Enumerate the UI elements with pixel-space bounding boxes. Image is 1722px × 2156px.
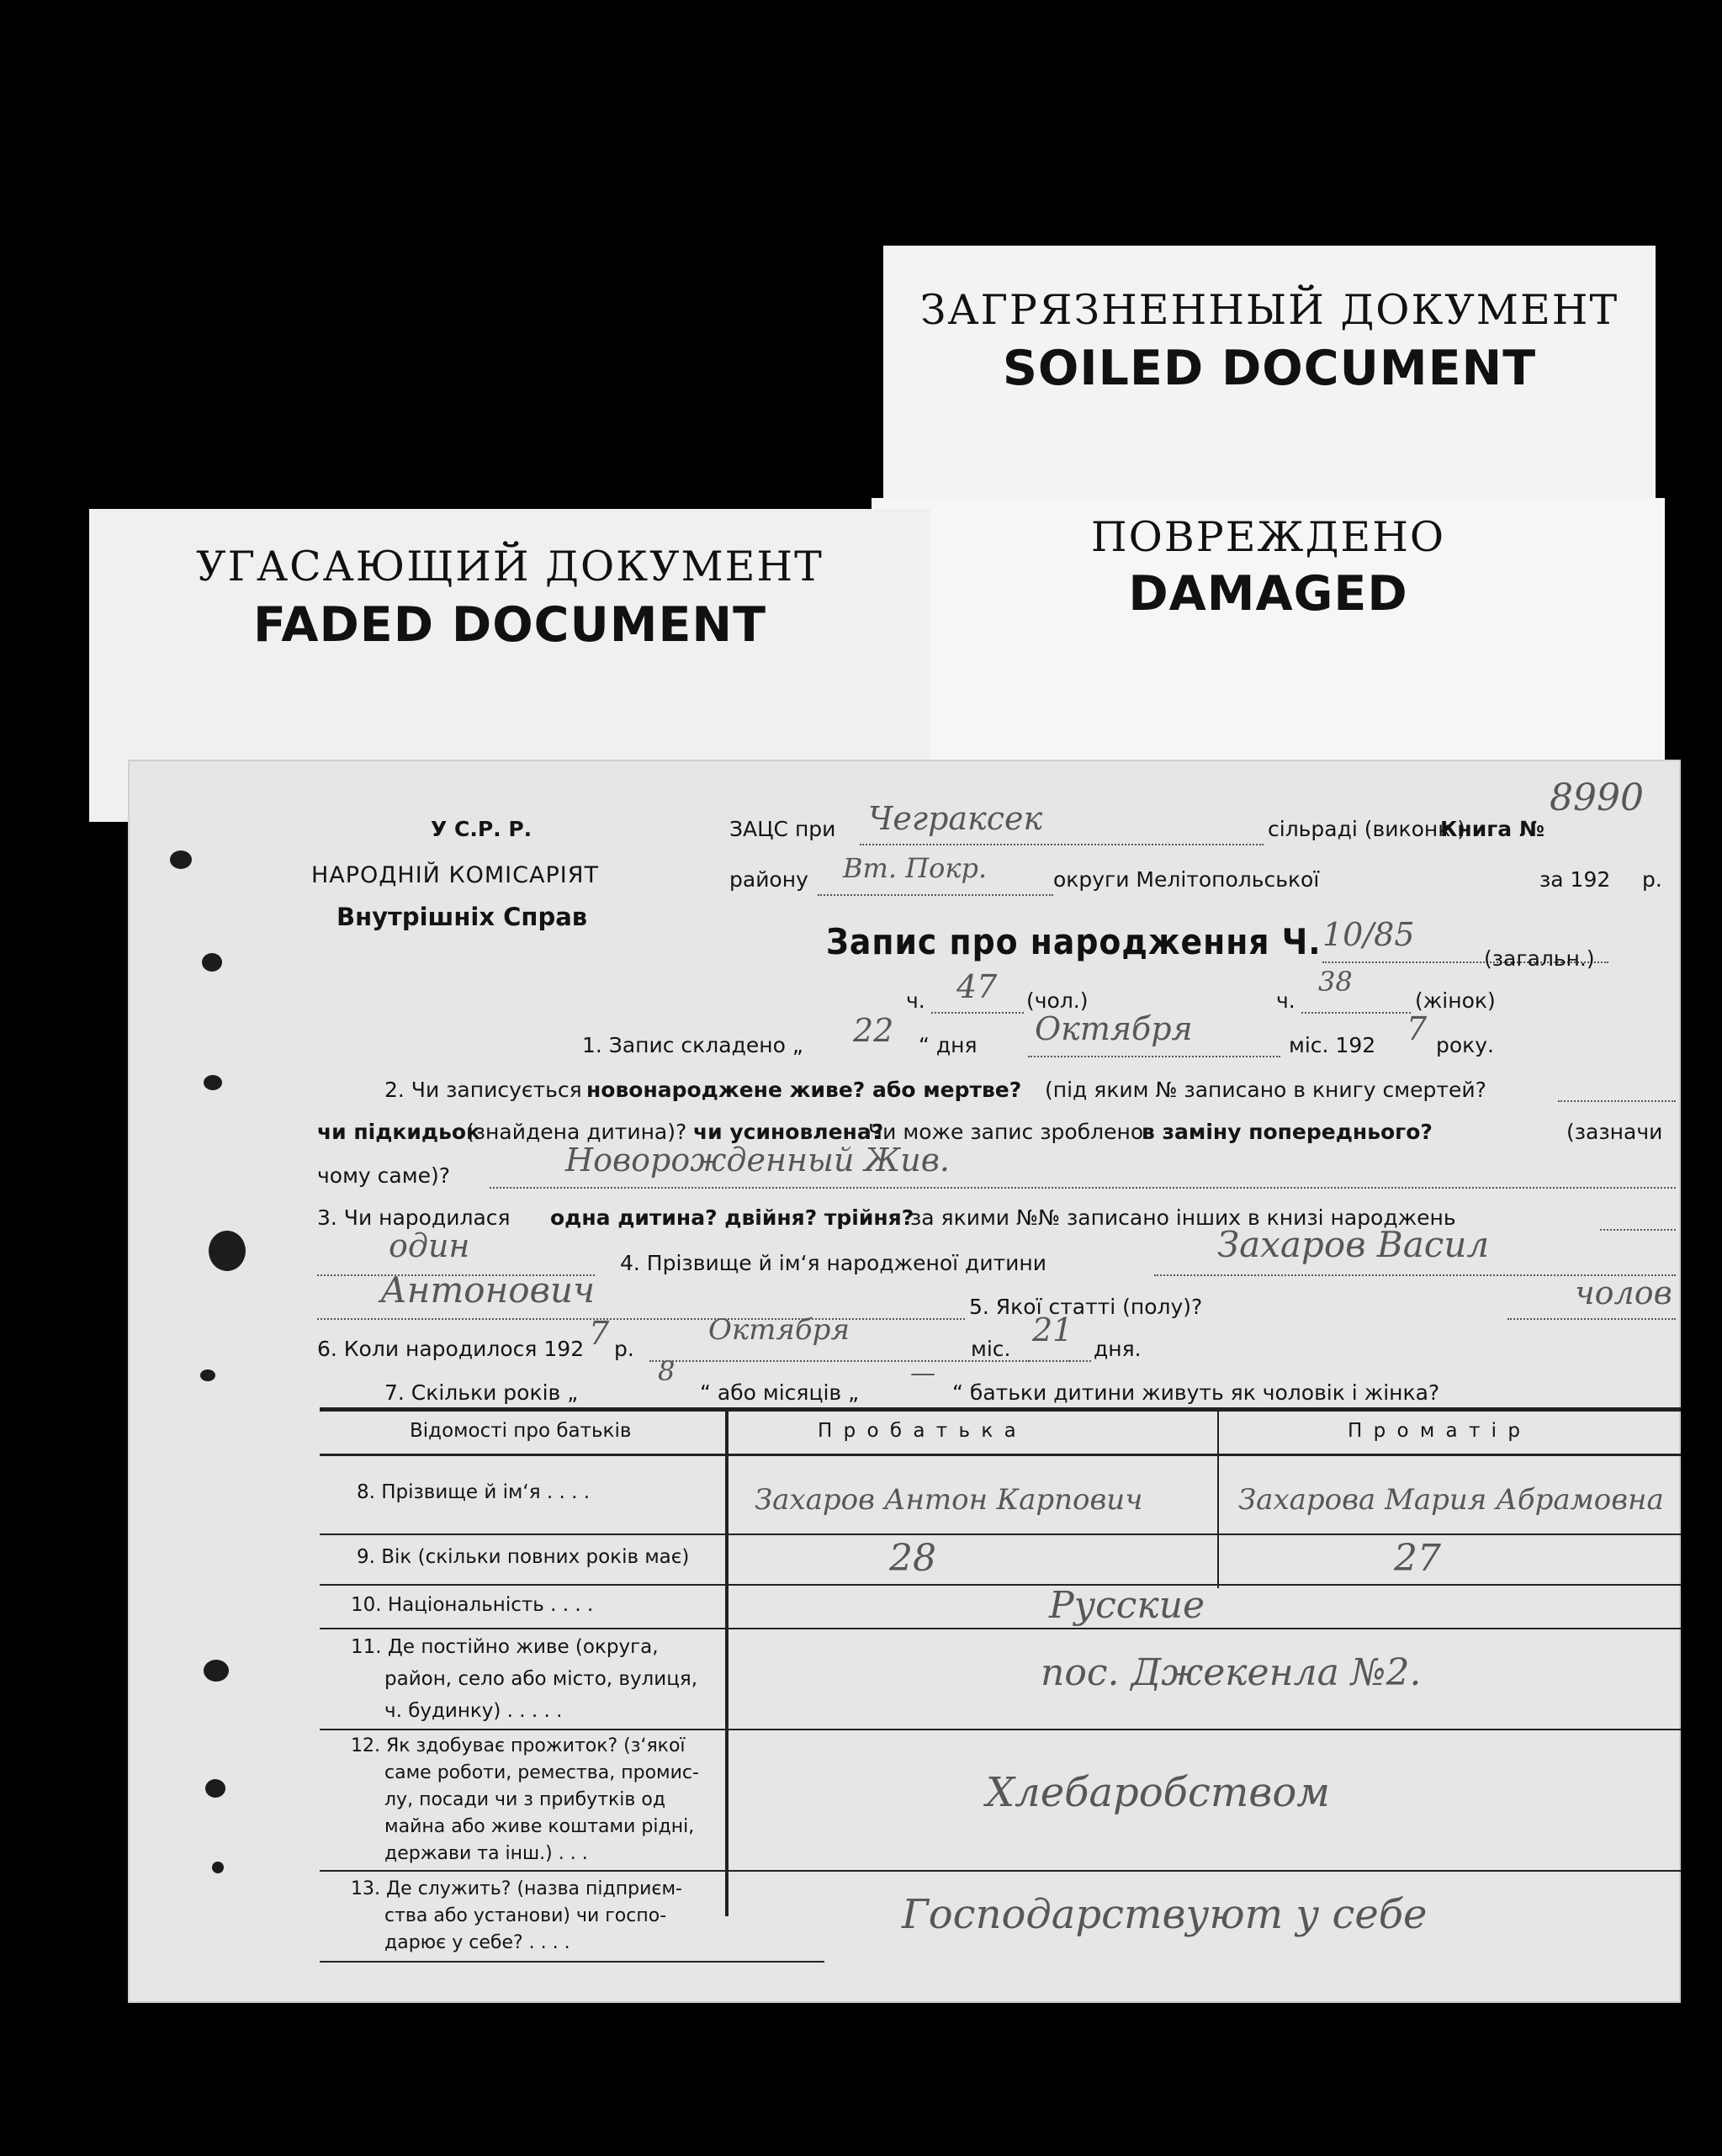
- q5-answer: чолов: [1575, 1274, 1672, 1311]
- q1-month-label: міс. 192: [1289, 1033, 1376, 1057]
- row12-label-1: 12. Як здобуває прожиток? (з‘якої: [351, 1735, 686, 1756]
- row12-label-4: майна або живе коштами рідні,: [384, 1816, 695, 1837]
- zacs-value: Чеграксек: [868, 800, 1043, 837]
- q1-day: 22: [853, 1012, 894, 1049]
- q6-mis: міс.: [971, 1337, 1011, 1361]
- q1-month-line: [1028, 1056, 1280, 1057]
- damaged-ru-label: ПОВРЕЖДЕНО: [1090, 513, 1446, 561]
- q1-year-label: року.: [1436, 1033, 1495, 1057]
- row11-value: пос. Джекенла №2.: [1041, 1651, 1422, 1694]
- q6-dnya: дня.: [1094, 1337, 1142, 1361]
- female-ch-label: ч.: [1276, 988, 1295, 1013]
- row11-label-1: 11. Де постійно живе (округа,: [351, 1636, 659, 1658]
- soiled-document-card: [883, 246, 1656, 523]
- q2-text-a: 2. Чи записується: [384, 1078, 582, 1102]
- commissariat-heading: НАРОДНІЙ КОМІСАРІЯТ: [311, 862, 599, 888]
- row-rule: [320, 1628, 1681, 1629]
- q2-text-e: (знайдена дитина)?: [466, 1120, 687, 1144]
- binder-hole: [204, 1660, 229, 1682]
- q3-text-c: за якими №№ записано інших в книзі народжень: [910, 1205, 1456, 1230]
- soiled-ru-label: ЗАГРЯЗНЕННЫЙ ДОКУМЕНТ: [919, 286, 1619, 334]
- row13-label-3: дарює у себе? . . . .: [384, 1932, 570, 1953]
- q7-years: 8: [658, 1355, 676, 1387]
- binder-hole: [204, 1075, 222, 1090]
- table-header-info: Відомості про батьків: [410, 1420, 632, 1442]
- female-label: (жінок): [1415, 988, 1496, 1013]
- q2-text-h: в заміну попереднього?: [1142, 1120, 1433, 1144]
- q2-text-j: чому саме)?: [317, 1163, 450, 1188]
- q7-text-a: 7. Скільки років „: [384, 1380, 579, 1405]
- male-ch-label: ч.: [906, 988, 925, 1013]
- row8-father: Захаров Антон Карпович: [755, 1483, 1143, 1517]
- soiled-en-label: SOILED DOCUMENT: [1002, 341, 1537, 396]
- raion-label: району: [729, 867, 808, 892]
- q1-day-label: “ дня: [919, 1033, 978, 1057]
- general-label: (загальн.): [1484, 946, 1595, 971]
- q2-answer-line: [490, 1187, 1676, 1189]
- binder-hole: [202, 953, 222, 972]
- row8-mother: Захарова Мария Абрамовна: [1238, 1483, 1664, 1517]
- zacs-line: [860, 844, 1264, 845]
- q6-day: 21: [1032, 1311, 1073, 1348]
- usrr-heading: У С.Р. Р.: [431, 817, 532, 841]
- raion-line: [818, 894, 1053, 896]
- q2-text-c: (під яким № записано в книгу смертей?: [1045, 1078, 1486, 1102]
- row-rule: [320, 1870, 1681, 1872]
- row13-value: Господарствуют у себе: [902, 1891, 1428, 1938]
- binder-hole: [209, 1231, 246, 1271]
- q6-month: Октября: [708, 1313, 850, 1347]
- q7-text-b: “ або місяців „: [700, 1380, 860, 1405]
- row11-label-2: район, село або місто, вулиця,: [384, 1668, 698, 1690]
- q1-text: 1. Запис складено „: [582, 1033, 803, 1057]
- binder-hole: [170, 850, 192, 869]
- q4-answer1: Захаров Васил: [1217, 1224, 1490, 1265]
- table-top-rule: [320, 1407, 1681, 1412]
- row8-label: 8. Прізвище й ім‘я . . . .: [357, 1481, 591, 1503]
- table-header-mother: П р о м а т і р: [1348, 1420, 1523, 1442]
- q7-months: —: [910, 1359, 935, 1388]
- row12-label-3: лу, посади чи з прибутків од: [384, 1789, 666, 1810]
- binder-hole: [200, 1369, 215, 1381]
- table-col-divider: [725, 1412, 729, 1916]
- q3-text-a: 3. Чи народилася: [317, 1205, 511, 1230]
- table-header-rule: [320, 1454, 1681, 1456]
- row10-value: Русские: [1049, 1584, 1205, 1627]
- q2-answer: Новорожденный Жив.: [565, 1142, 950, 1179]
- row12-value: Хлебаробством: [986, 1769, 1331, 1816]
- row-rule: [320, 1534, 1681, 1535]
- row13-label-1: 13. Де служить? (назва підприєм-: [351, 1878, 682, 1899]
- binder-hole: [205, 1779, 225, 1798]
- q2-line1: [1558, 1100, 1676, 1102]
- table-header-father: П р о б а т ь к а: [818, 1420, 1019, 1442]
- q6-year: 7: [589, 1315, 610, 1352]
- book-value: 8990: [1550, 776, 1644, 819]
- q3-text-b: одна дитина? двійня? трійня?: [550, 1205, 914, 1230]
- q6-text: 6. Коли народилося 192: [317, 1337, 585, 1361]
- okrugy-label: округи Мелітопольської: [1053, 867, 1320, 892]
- faded-en-label: FADED DOCUMENT: [252, 597, 767, 653]
- row13-label-2: ства або установи) чи госпо-: [384, 1905, 667, 1926]
- q3-line: [1600, 1229, 1676, 1231]
- q2-text-i: (зазначи: [1566, 1120, 1663, 1144]
- row-rule: [320, 1729, 1681, 1730]
- raion-value: Вт. Покр.: [843, 852, 988, 884]
- q1-month: Октября: [1035, 1010, 1193, 1047]
- q4-text: 4. Прізвище й ім‘я народженої дитини: [620, 1251, 1046, 1275]
- year-suffix: р.: [1642, 867, 1662, 892]
- female-line: [1301, 1012, 1411, 1014]
- year-label: за 192: [1539, 867, 1611, 892]
- binder-hole: [212, 1862, 224, 1873]
- damaged-en-label: DAMAGED: [1128, 566, 1408, 622]
- faded-ru-label: УГАСАЮЩИЙ ДОКУМЕНТ: [196, 543, 824, 591]
- ministry-heading: Внутрішніх Справ: [336, 903, 588, 931]
- q7-text-c: “ батьки дитини живуть як чоловік і жінка?: [952, 1380, 1440, 1405]
- row9-label: 9. Вік (скільки повних років має): [357, 1546, 690, 1568]
- q6-day-line: [1028, 1360, 1091, 1362]
- male-label: (чол.): [1026, 988, 1089, 1013]
- q4-answer2-line: [317, 1318, 965, 1320]
- row-rule: [320, 1584, 1681, 1586]
- row9-father: 28: [889, 1537, 936, 1580]
- male-line: [931, 1012, 1024, 1014]
- book-label: Книга №: [1440, 817, 1545, 841]
- form-title: Запис про народження Ч.: [826, 921, 1322, 962]
- q6-r: р.: [614, 1337, 634, 1361]
- silradi-label: сільраді (виконк.): [1268, 817, 1466, 841]
- q1-year: 7: [1407, 1010, 1428, 1047]
- row12-label-5: держави та інш.) . . .: [384, 1843, 588, 1864]
- zacs-label: ЗАЦС при: [729, 817, 836, 841]
- row12-label-2: саме роботи, ремества, промис-: [384, 1762, 699, 1783]
- row11-label-3: ч. будинку) . . . . .: [384, 1700, 563, 1722]
- female-count: 38: [1318, 966, 1353, 998]
- q4-answer2: Антонович: [380, 1269, 596, 1311]
- general-number: 10/85: [1322, 916, 1415, 953]
- q2-text-b: новонароджене живе? або мертве?: [586, 1078, 1022, 1102]
- row9-mother: 27: [1394, 1537, 1441, 1580]
- table-bottom-rule: [320, 1961, 824, 1963]
- q2-text-g: Чи може запис зроблено: [868, 1120, 1144, 1144]
- q5-text: 5. Якої статті (полу)?: [969, 1295, 1203, 1319]
- q3-answer: один: [389, 1227, 470, 1264]
- table-col-divider-2: [1217, 1412, 1219, 1588]
- male-count: 47: [956, 968, 998, 1005]
- row10-label: 10. Національність . . . .: [351, 1594, 594, 1616]
- q2-text-d: чи підкидьок: [317, 1120, 481, 1144]
- q2-text-f: чи усиновлена?: [693, 1120, 884, 1144]
- q5-line: [1507, 1318, 1676, 1320]
- birth-record-form: [128, 760, 1681, 2003]
